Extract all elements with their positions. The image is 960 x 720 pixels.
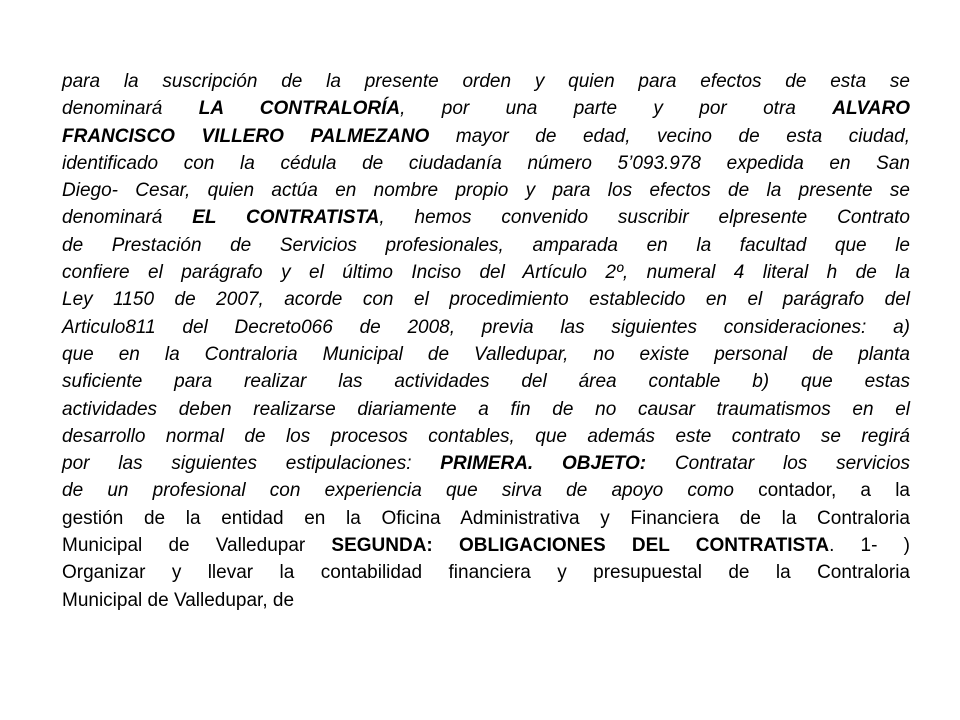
text-run: , hemos convenido suscribir elpresente Contrato (379, 207, 910, 229)
text-run: Organizar y llevar la contabilidad financiera y presupuestal de la Contraloria (62, 562, 910, 584)
text-line (62, 314, 910, 341)
text-line (62, 477, 910, 504)
text-run: mayor de edad, vecino de esta ciudad, (429, 125, 910, 147)
bold-text-run: ALVARO (832, 98, 911, 120)
bold-text-run: PRIMERA. OBJETO: (440, 453, 647, 475)
bold-text-run: FRANCISCO VILLERO PALMEZANO (62, 125, 430, 147)
text-run: denominará (62, 98, 199, 120)
text-line (62, 204, 910, 231)
text-run: Articulo811 del Decreto066 de 2008, previa las siguientes consideraciones: a) (62, 316, 910, 338)
bold-text-run: LA CONTRALORÍA (198, 98, 401, 120)
text-line (62, 177, 910, 204)
text-run: desarrollo normal de los procesos contables, que además este contrato se regirá (62, 425, 910, 447)
text-run: Ley 1150 de 2007, acorde con el procedimiento establecido en el parágrafo del (62, 289, 910, 311)
text-line (62, 68, 910, 95)
text-run: Municipal de Valledupar, de (62, 589, 295, 611)
text-run: de un profesional con experiencia que sirva de apoyo como (62, 480, 734, 502)
text-line (62, 532, 910, 559)
text-run: para la suscripción de la presente orden y quien para efectos de esta se (62, 71, 910, 92)
text-run: identificado con la cédula de ciudadanía número 5’093.978 expedida en San (62, 152, 910, 174)
text-run: confiere el parágrafo y el último Inciso del Artículo 2º, numeral 4 literal h de la (62, 262, 910, 284)
text-run: actividades deben realizarse diariamente a fin de no causar traumatismos en el (62, 398, 910, 420)
bold-text-run: EL CONTRATISTA (192, 207, 380, 229)
text-line (62, 95, 910, 122)
text-line (62, 368, 910, 395)
text-run: Diego- Cesar, quien actúa en nombre propio y para los efectos de la presente se (62, 180, 910, 202)
text-line (62, 341, 910, 368)
text-run: de Prestación de Servicios profesionales, amparada en la facultad que le (62, 234, 910, 256)
text-line (62, 150, 910, 177)
text-line (62, 505, 910, 532)
text-run: . 1- ) (829, 535, 910, 557)
text-line (62, 123, 910, 150)
document-body (62, 68, 910, 614)
text-run: gestión de la entidad en la Oficina Administrativa y Financiera de la Contraloria (62, 507, 910, 529)
text-line (62, 423, 910, 450)
text-run: Municipal de Valledupar (62, 535, 332, 557)
text-run: suficiente para realizar las actividades del área contable b) que estas (62, 371, 910, 393)
text-run: por las siguientes estipulaciones: (62, 453, 441, 475)
text-run: que en la Contraloria Municipal de Valledupar, no existe personal de planta (62, 343, 910, 365)
text-run: denominará (62, 207, 193, 229)
text-line (62, 559, 910, 586)
text-line (62, 286, 910, 313)
text-run: Contratar los servicios (646, 453, 910, 475)
text-run: contador, a la (733, 480, 910, 502)
bold-text-run: SEGUNDA: OBLIGACIONES DEL CONTRATISTA (331, 535, 830, 557)
text-line (62, 259, 910, 286)
text-line (62, 587, 910, 614)
text-run: , por una parte y por otra (400, 98, 833, 120)
text-line (62, 450, 910, 477)
text-line (62, 232, 910, 259)
text-line (62, 396, 910, 423)
